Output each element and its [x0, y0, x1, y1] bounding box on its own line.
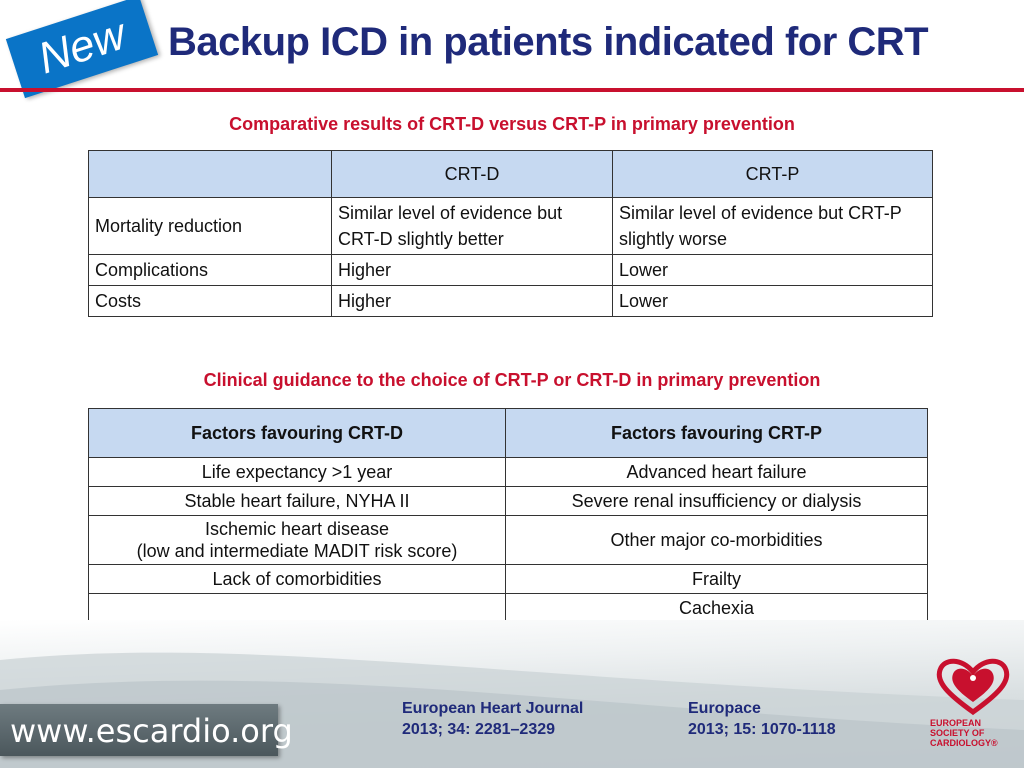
- guidance-table: [88, 408, 928, 623]
- table-cell: Cachexia: [506, 594, 928, 623]
- table-cell: Similar level of evidence but CRT-P slightly worse: [613, 198, 933, 255]
- table-cell: Severe renal insufficiency or dialysis: [506, 487, 928, 516]
- header-cell-crt-p-factors: Factors favouring CRT-P: [506, 409, 928, 458]
- table-row: [89, 487, 928, 516]
- table-row: [89, 286, 933, 317]
- reference-europace: [688, 698, 836, 740]
- table-cell: Costs: [89, 286, 332, 317]
- reference-citation: 2013; 34: 2281–2329: [402, 721, 556, 738]
- cell-line: Ischemic heart disease: [204, 519, 390, 539]
- esc-logo-line: SOCIETY OF: [930, 728, 985, 738]
- table-row: [89, 198, 933, 255]
- esc-logo-line: EUROPEAN: [930, 718, 982, 728]
- table-row: [89, 255, 933, 286]
- header-cell-crt-d: CRT-D: [332, 151, 613, 198]
- website-link-box[interactable]: [0, 704, 293, 756]
- table-cell: Life expectancy >1 year: [89, 458, 506, 487]
- reference-citation: 2013; 15: 1070-1118: [688, 721, 836, 738]
- esc-logo-line: CARDIOLOGY®: [930, 738, 998, 748]
- table-cell: Complications: [89, 255, 332, 286]
- reference-journal: European Heart Journal: [402, 700, 584, 717]
- cell-line: (low and intermediate MADIT risk score): [136, 541, 458, 561]
- comparison-table: [88, 150, 933, 317]
- section2-subtitle: Clinical guidance to the choice of CRT-P or CRT-D in primary prevention: [203, 370, 821, 390]
- esc-logo-text: [930, 718, 1020, 748]
- table-cell: Advanced heart failure: [506, 458, 928, 487]
- table-cell: [89, 594, 506, 623]
- new-badge: [6, 0, 158, 98]
- slide-title: Backup ICD in patients indicated for CRT: [168, 20, 929, 64]
- title-divider: [0, 88, 1024, 92]
- table-cell: Higher: [332, 255, 613, 286]
- table-row: [89, 516, 928, 565]
- new-badge-label: New: [32, 9, 132, 84]
- table-cell: Similar level of evidence but CRT-D slightly better: [332, 198, 613, 255]
- table-cell: Lower: [613, 255, 933, 286]
- header-cell-crt-p: CRT-P: [613, 151, 933, 198]
- section1-subtitle: Comparative results of CRT-D versus CRT-P in primary prevention: [229, 114, 795, 134]
- table-cell: Other major co-morbidities: [506, 516, 928, 565]
- table-row: [89, 594, 928, 623]
- table-cell: [89, 516, 506, 565]
- reference-journal: Europace: [688, 700, 761, 717]
- header-cell-crt-d-factors: Factors favouring CRT-D: [89, 409, 506, 458]
- reference-ehj: [402, 698, 583, 740]
- table-cell: Higher: [332, 286, 613, 317]
- website-url[interactable]: www.escardio.org: [10, 712, 293, 750]
- header-cell-empty: [89, 151, 332, 198]
- table-row: [89, 458, 928, 487]
- table-cell: Lower: [613, 286, 933, 317]
- table-cell: Frailty: [506, 565, 928, 594]
- table-header-row: [89, 151, 933, 198]
- table-row: [89, 565, 928, 594]
- table-header-row: [89, 409, 928, 458]
- table-cell: Lack of comorbidities: [89, 565, 506, 594]
- table-cell: Mortality reduction: [89, 198, 332, 255]
- table-cell: Stable heart failure, NYHA II: [89, 487, 506, 516]
